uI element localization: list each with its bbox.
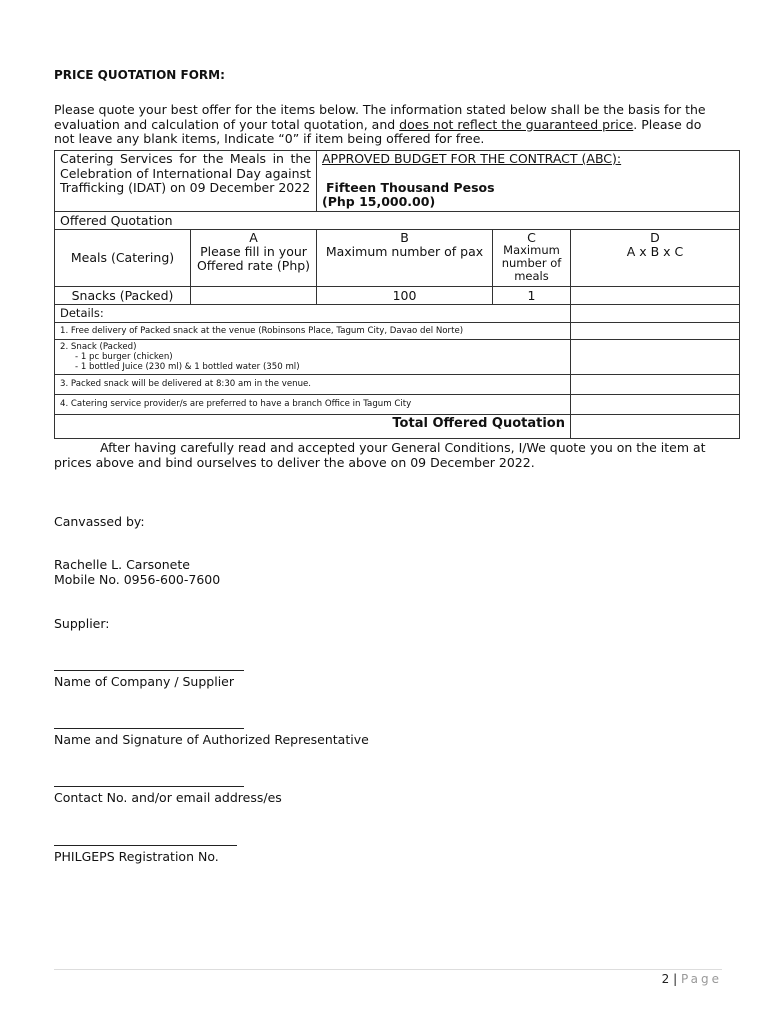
- detail-item-2: [55, 339, 571, 374]
- table-row-detail-4: [55, 394, 740, 414]
- table-row-offered-quotation: [55, 211, 740, 229]
- table-row-detail-2: [55, 339, 740, 374]
- table-row-details: [55, 304, 740, 322]
- column-b-text: Maximum number of pax: [325, 243, 484, 259]
- signature-line-company: [54, 670, 244, 671]
- authorized-representative-label: Name and Signature of Authorized Representative: [54, 732, 369, 747]
- signature-line-representative: [54, 728, 244, 729]
- detail-4-empty-cell: [571, 394, 740, 414]
- column-header-b: [317, 229, 493, 286]
- table-header-row: [55, 229, 740, 286]
- acceptance-text: After having carefully read and accepted your General Conditions, I/We quote you on the item at prices above and bind ourselves to deliver the above on 09 December 2022.: [54, 440, 706, 470]
- intro-paragraph: [54, 103, 718, 147]
- quotation-table: [54, 150, 740, 439]
- item-name: Snacks (Packed): [55, 286, 191, 304]
- supplier-label: Supplier:: [54, 616, 110, 631]
- details-empty-cell: [571, 304, 740, 322]
- item-total[interactable]: [571, 286, 740, 304]
- canvasser-mobile: Mobile No. 0956-600-7600: [54, 572, 221, 587]
- table-row-item: [55, 286, 740, 304]
- column-d-text: A x B x C: [626, 243, 684, 259]
- column-a-letter: A: [249, 229, 258, 245]
- page-footer: [662, 972, 722, 986]
- column-header-d: [571, 229, 740, 286]
- column-c-letter: C: [527, 229, 536, 245]
- table-row-detail-3: [55, 374, 740, 394]
- page-number: 2: [661, 972, 670, 986]
- column-header-meals: Meals (Catering): [55, 229, 191, 286]
- acceptance-paragraph: [54, 440, 730, 470]
- project-description: Catering Services for the Meals in the Celebration of International Day against Trafficking (IDAT) on 09 December 2022: [55, 151, 317, 212]
- detail-1-empty-cell: [571, 322, 740, 339]
- page-separator: |: [673, 972, 678, 986]
- table-row-detail-1: [55, 322, 740, 339]
- table-row-abc: [55, 151, 740, 212]
- footer-divider: [54, 969, 722, 970]
- offered-quotation-label: Offered Quotation: [55, 211, 740, 229]
- total-offered-quotation-value[interactable]: [571, 414, 740, 438]
- signature-line-philgeps: [54, 845, 237, 846]
- table-row-total: [55, 414, 740, 438]
- total-offered-quotation-label: Total Offered Quotation: [55, 414, 571, 438]
- column-a-text: Please fill in your Offered rate (Php): [196, 243, 311, 273]
- detail-item-4: 4. Catering service provider/s are preferred to have a branch Office in Tagum City: [55, 394, 571, 414]
- detail-2-title: 2. Snack (Packed): [60, 341, 137, 352]
- details-label: Details:: [55, 304, 571, 322]
- philgeps-label: PHILGEPS Registration No.: [54, 849, 219, 864]
- column-b-letter: B: [400, 229, 409, 245]
- abc-amount: (Php 15,000.00): [322, 194, 436, 209]
- column-header-a: [191, 229, 317, 286]
- intro-text-after: . Please do not leave any blank items, Indicate “0” if item being offered for free.: [54, 116, 702, 146]
- detail-2-empty-cell: [571, 339, 740, 374]
- column-c-text: Maximum number of meals: [501, 242, 562, 283]
- canvassed-by-label: Canvassed by:: [54, 514, 145, 529]
- abc-amount-words: Fifteen Thousand Pesos: [326, 179, 495, 195]
- item-max-meals: 1: [493, 286, 571, 304]
- signature-line-contact: [54, 786, 244, 787]
- column-header-c: [493, 229, 571, 286]
- column-d-letter: D: [650, 229, 660, 245]
- detail-2-burger: - 1 pc burger (chicken): [75, 351, 173, 362]
- detail-item-3: 3. Packed snack will be delivered at 8:30 am in the venue.: [55, 374, 571, 394]
- item-max-pax: 100: [317, 286, 493, 304]
- page-word: Page: [680, 972, 722, 986]
- canvasser-name: Rachelle L. Carsonete: [54, 557, 190, 572]
- intro-text-before: Please quote your best offer for the items below. The information stated below shall be the basis for the evaluation and calculation of your total quotation, and: [54, 102, 706, 132]
- detail-3-empty-cell: [571, 374, 740, 394]
- detail-item-1: 1. Free delivery of Packed snack at the venue (Robinsons Place, Tagum City, Davao del Norte): [55, 322, 571, 339]
- abc-cell: [317, 151, 740, 212]
- item-offered-rate[interactable]: [191, 286, 317, 304]
- company-supplier-label: Name of Company / Supplier: [54, 674, 234, 689]
- intro-underlined-text: does not reflect the guaranteed price: [399, 116, 634, 132]
- abc-label: APPROVED BUDGET FOR THE CONTRACT (ABC):: [322, 151, 622, 166]
- contact-label: Contact No. and/or email address/es: [54, 790, 282, 805]
- form-title: PRICE QUOTATION FORM:: [54, 68, 225, 82]
- detail-2-drinks: - 1 bottled Juice (230 ml) & 1 bottled water (350 ml): [75, 361, 300, 372]
